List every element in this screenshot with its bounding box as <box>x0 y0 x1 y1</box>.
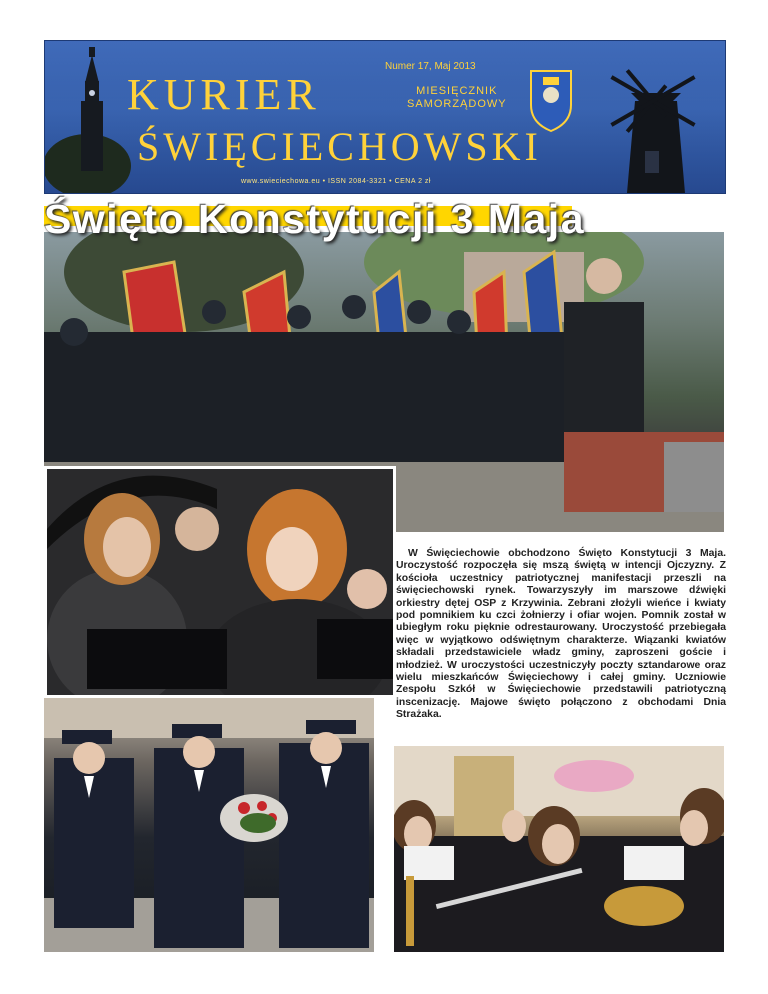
photo-firefighters-wreath <box>44 698 374 952</box>
article-body <box>396 548 726 722</box>
subtitle-line1: MIESIĘCZNIK <box>416 85 498 97</box>
coat-of-arms-icon <box>531 71 571 131</box>
photo-students-artwork <box>47 469 393 695</box>
masthead-footer: www.swieciechowa.eu • ISSN 2084-3321 • CENA 2 zł <box>241 178 431 185</box>
issue-number: Numer 17, Maj 2013 <box>385 61 476 72</box>
headline: Święto Konstytucji 3 Maja <box>44 196 585 242</box>
photo-firefighters-artwork <box>44 698 374 952</box>
masthead <box>44 40 726 194</box>
photo-brass-band <box>394 746 724 952</box>
article-paragraph: W Święciechowie obchodzono Święto Konstytucji 3 Maja. Uroczystość rozpoczęła się mszą świętą w intencji Ojczyzny. Z kościoła uczestnicy patriotycznej manifestacji przeszli na święciechowski rynek. Towarzyszyły im marszowe dźwięki orkiestry dętej OSP z Krzywinia. Zebrani złożyli wieńce i kwiaty pod pomnikiem ku czci żołnierzy i ofiar wojen. Pomnik został w ubiegłym roku pięknie odrestaurowany. Uroczystość przebiegała więc w wyjątkowo odświętnym charakterze. Wiązanki kwiatów składali przedstawiciele władz gminy, zaproszeni goście i młodzież. W uroczystości uczestniczyły poczty sztandarowe oraz wielu mieszkańców Święciechowy i całej gminy. Uczniowie Zespołu Szkół w Święciechowie przedstawili patriotyczną inscenizację. Majowe święto połączono z obchodami Dnia Strażaka. <box>396 548 726 721</box>
masthead-title-line1: KURIER <box>127 70 321 119</box>
photo-brass-band-artwork <box>394 746 724 952</box>
masthead-title-line2: ŚWIĘCIECHOWSKI <box>137 124 542 169</box>
masthead-subtitle <box>407 85 507 111</box>
photo-students-inscenization <box>44 466 396 698</box>
subtitle-line2: SAMORZĄDOWY <box>407 98 507 110</box>
